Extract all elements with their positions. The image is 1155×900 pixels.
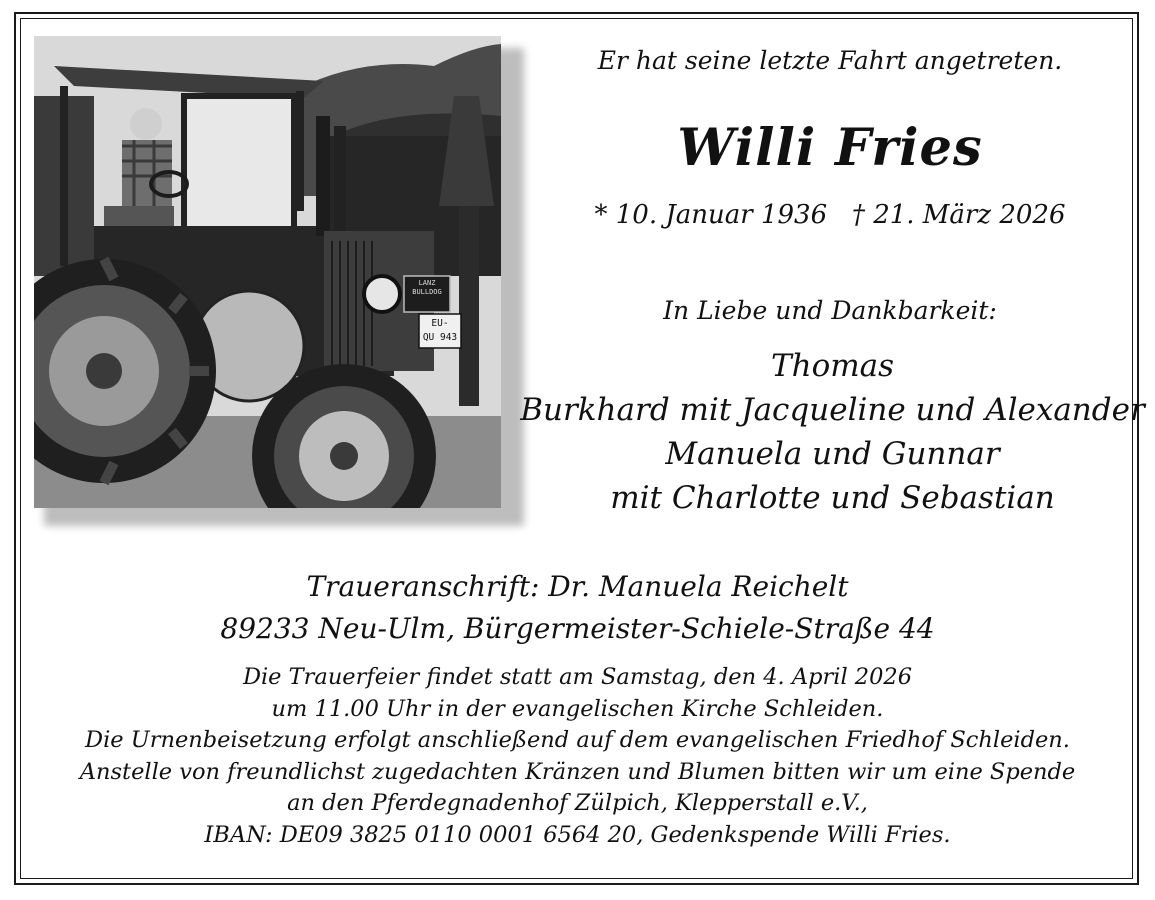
info-line: Die Urnenbeisetzung erfolgt anschließend auf dem evangelischen Friedhof Schleiden.	[85, 727, 1070, 753]
family-member: Thomas	[770, 348, 895, 384]
service-info	[0, 662, 1155, 851]
info-line: Anstelle von freundlichst zugedachten Kränzen und Blumen bitten wir um eine Spende	[79, 758, 1076, 785]
info-line: IBAN: DE09 3825 0110 0001 6564 20, Gedenkspende Willi Fries.	[204, 821, 951, 848]
info-line: Die Trauerfeier findet statt am Samstag, den 4. April 2026	[242, 664, 913, 690]
lead-text: Er hat seine letzte Fahrt angetreten.	[597, 46, 1063, 75]
family-member: Manuela und Gunnar	[665, 436, 1000, 472]
deceased-name: Willi Fries	[677, 118, 983, 178]
thanks-heading: In Liebe und Dankbarkeit:	[663, 296, 997, 325]
tractor-badge	[405, 279, 449, 297]
mourning-address	[0, 566, 1155, 650]
tractor-badge-line: BULLDOG	[412, 288, 442, 296]
tractor-badge-line: LANZ	[418, 279, 436, 287]
info-line: an den Pferdegnadenhof Zülpich, Klepperstall e.V.,	[287, 790, 868, 816]
family-member: Burkhard mit Jacqueline und Alexander	[520, 392, 1145, 428]
address-line: Traueranschrift: Dr. Manuela Reichelt	[306, 570, 849, 603]
family-member: mit Charlotte und Sebastian	[610, 480, 1055, 516]
life-dates: * 10. Januar 1936 † 21. März 2026	[594, 200, 1066, 230]
license-plate	[420, 317, 460, 345]
info-line: um 11.00 Uhr in der evangelischen Kirche Schleiden.	[271, 695, 884, 722]
tractor-photo	[34, 36, 501, 508]
license-plate-line: EU-	[431, 318, 449, 329]
address-line: 89233 Neu-Ulm, Bürgermeister-Schiele-Straße 44	[220, 612, 935, 645]
license-plate-line: QU 943	[422, 332, 458, 343]
family-list	[520, 344, 1145, 520]
